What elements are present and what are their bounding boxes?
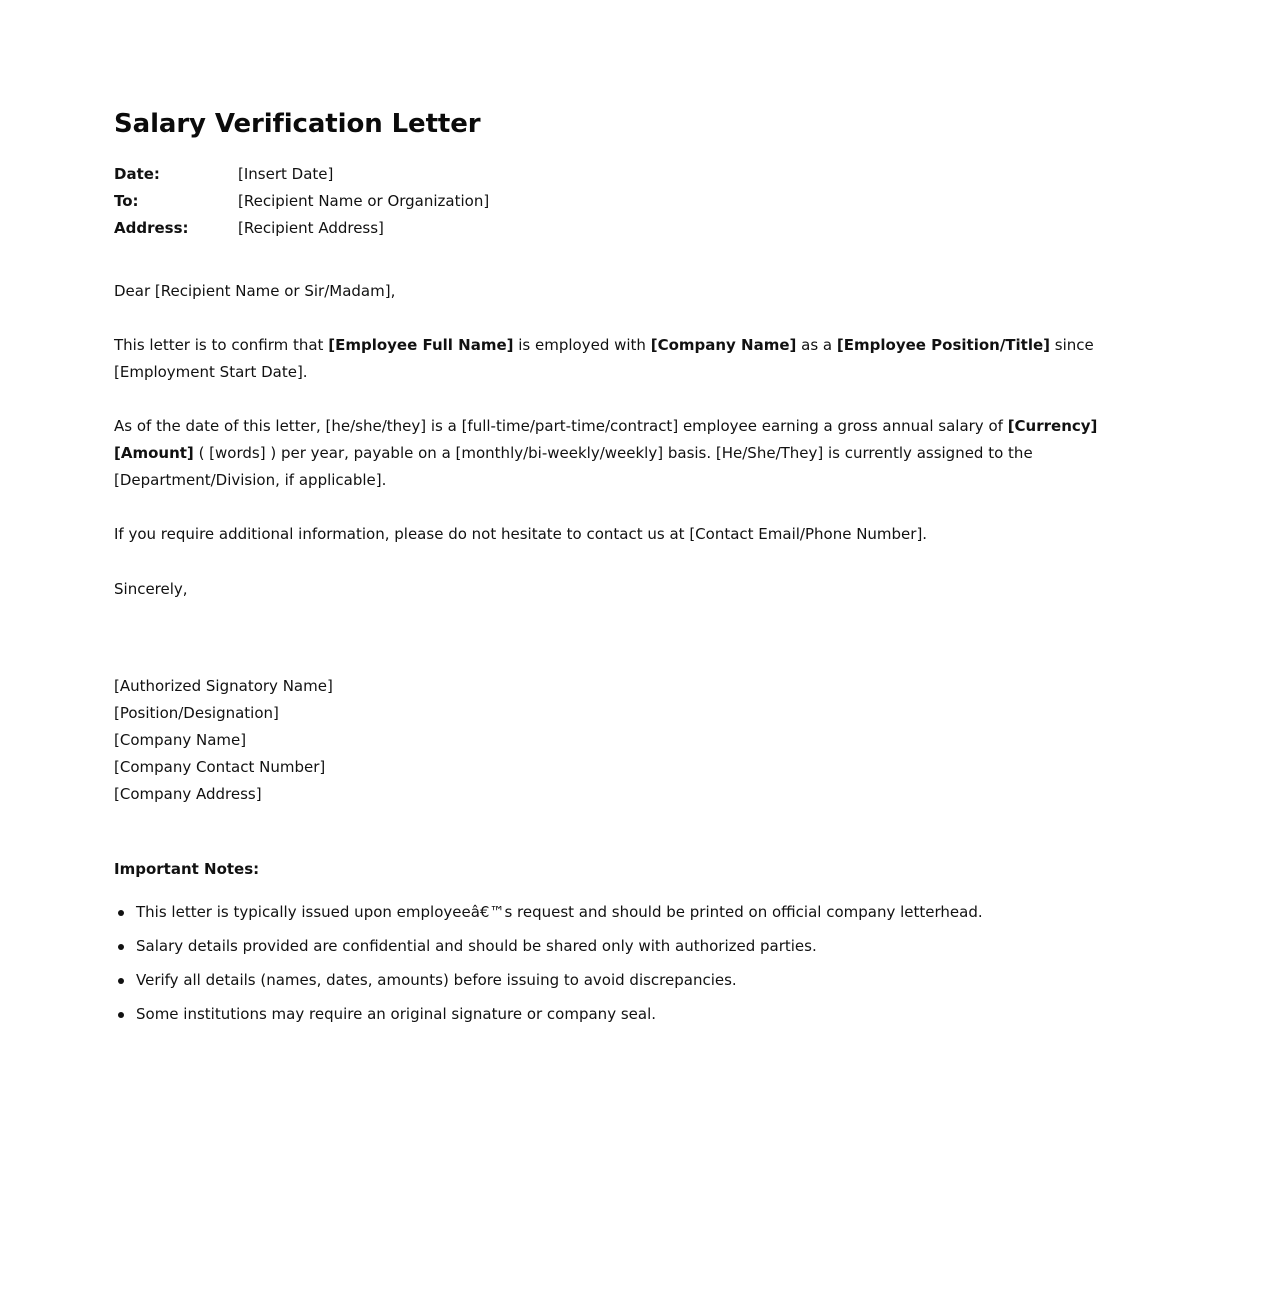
note-text: Some institutions may require an original signature or company seal.: [136, 1005, 657, 1023]
meta-row-date: [114, 161, 1154, 188]
signature-block: [114, 673, 1154, 808]
meta-value: [Recipient Address]: [238, 219, 384, 237]
letter-meta: [114, 161, 1154, 242]
notes-heading: Important Notes:: [114, 860, 260, 878]
meta-label: Address:: [114, 219, 189, 237]
position-placeholder: [Employee Position/Title]: [836, 336, 1051, 354]
signatory-contact-number: [Company Contact Number]: [114, 758, 326, 776]
paragraph-contact: If you require additional information, please do not hesitate to contact us at [Contact Email/Phone Number].: [114, 525, 928, 543]
meta-row-address: [114, 215, 1154, 242]
signatory-company: [Company Name]: [114, 731, 247, 749]
paragraph-text: As of the date of this letter, [he/she/they] is a [full-time/part-time/contract] employee earning a gross annual salary of: [114, 417, 1008, 435]
letter-content: [114, 104, 1154, 1035]
signatory-name: [Authorized Signatory Name]: [114, 677, 333, 695]
paragraph-text: is employed with: [513, 336, 651, 354]
employee-name-placeholder: [Employee Full Name]: [328, 336, 514, 354]
meta-value: [Insert Date]: [238, 165, 334, 183]
paragraph-text: since [Employment Start Date].: [114, 336, 1094, 381]
salutation: Dear [Recipient Name or Sir/Madam],: [114, 282, 396, 300]
paragraph-text: This letter is to confirm that: [114, 336, 329, 354]
salary-amount-placeholder: [Currency][Amount]: [114, 417, 1098, 462]
notes-list: [114, 899, 1154, 1028]
list-item: [114, 899, 1154, 926]
list-item: [114, 933, 1154, 960]
note-text: Verify all details (names, dates, amounts) before issuing to avoid discrepancies.: [136, 971, 737, 989]
paragraph-salary: [114, 413, 1154, 494]
bullet-icon: [118, 944, 124, 950]
bullet-icon: [118, 1012, 124, 1018]
meta-value: [Recipient Name or Organization]: [238, 192, 490, 210]
list-item: [114, 1001, 1154, 1028]
bullet-icon: [118, 978, 124, 984]
meta-row-to: [114, 188, 1154, 215]
company-name-placeholder: [Company Name]: [650, 336, 797, 354]
signatory-position: [Position/Designation]: [114, 704, 279, 722]
meta-label: Date:: [114, 165, 160, 183]
document-title: Salary Verification Letter: [114, 109, 481, 139]
paragraph-text: as a: [796, 336, 837, 354]
signatory-company-address: [Company Address]: [114, 785, 262, 803]
meta-label: To:: [114, 192, 139, 210]
note-text: This letter is typically issued upon employeeâ€™s request and should be printed on official company letterhead.: [136, 903, 983, 921]
note-text: Salary details provided are confidential and should be shared only with authorized parties.: [136, 937, 817, 955]
list-item: [114, 967, 1154, 994]
closing: Sincerely,: [114, 580, 188, 598]
paragraph-text: ( [words] ) per year, payable on a [monthly/bi-weekly/weekly] basis. [He/She/They] is currently assigned to the [Department/Division, if applicable].: [114, 444, 1033, 489]
paragraph-employment: [114, 332, 1154, 386]
bullet-icon: [118, 910, 124, 916]
